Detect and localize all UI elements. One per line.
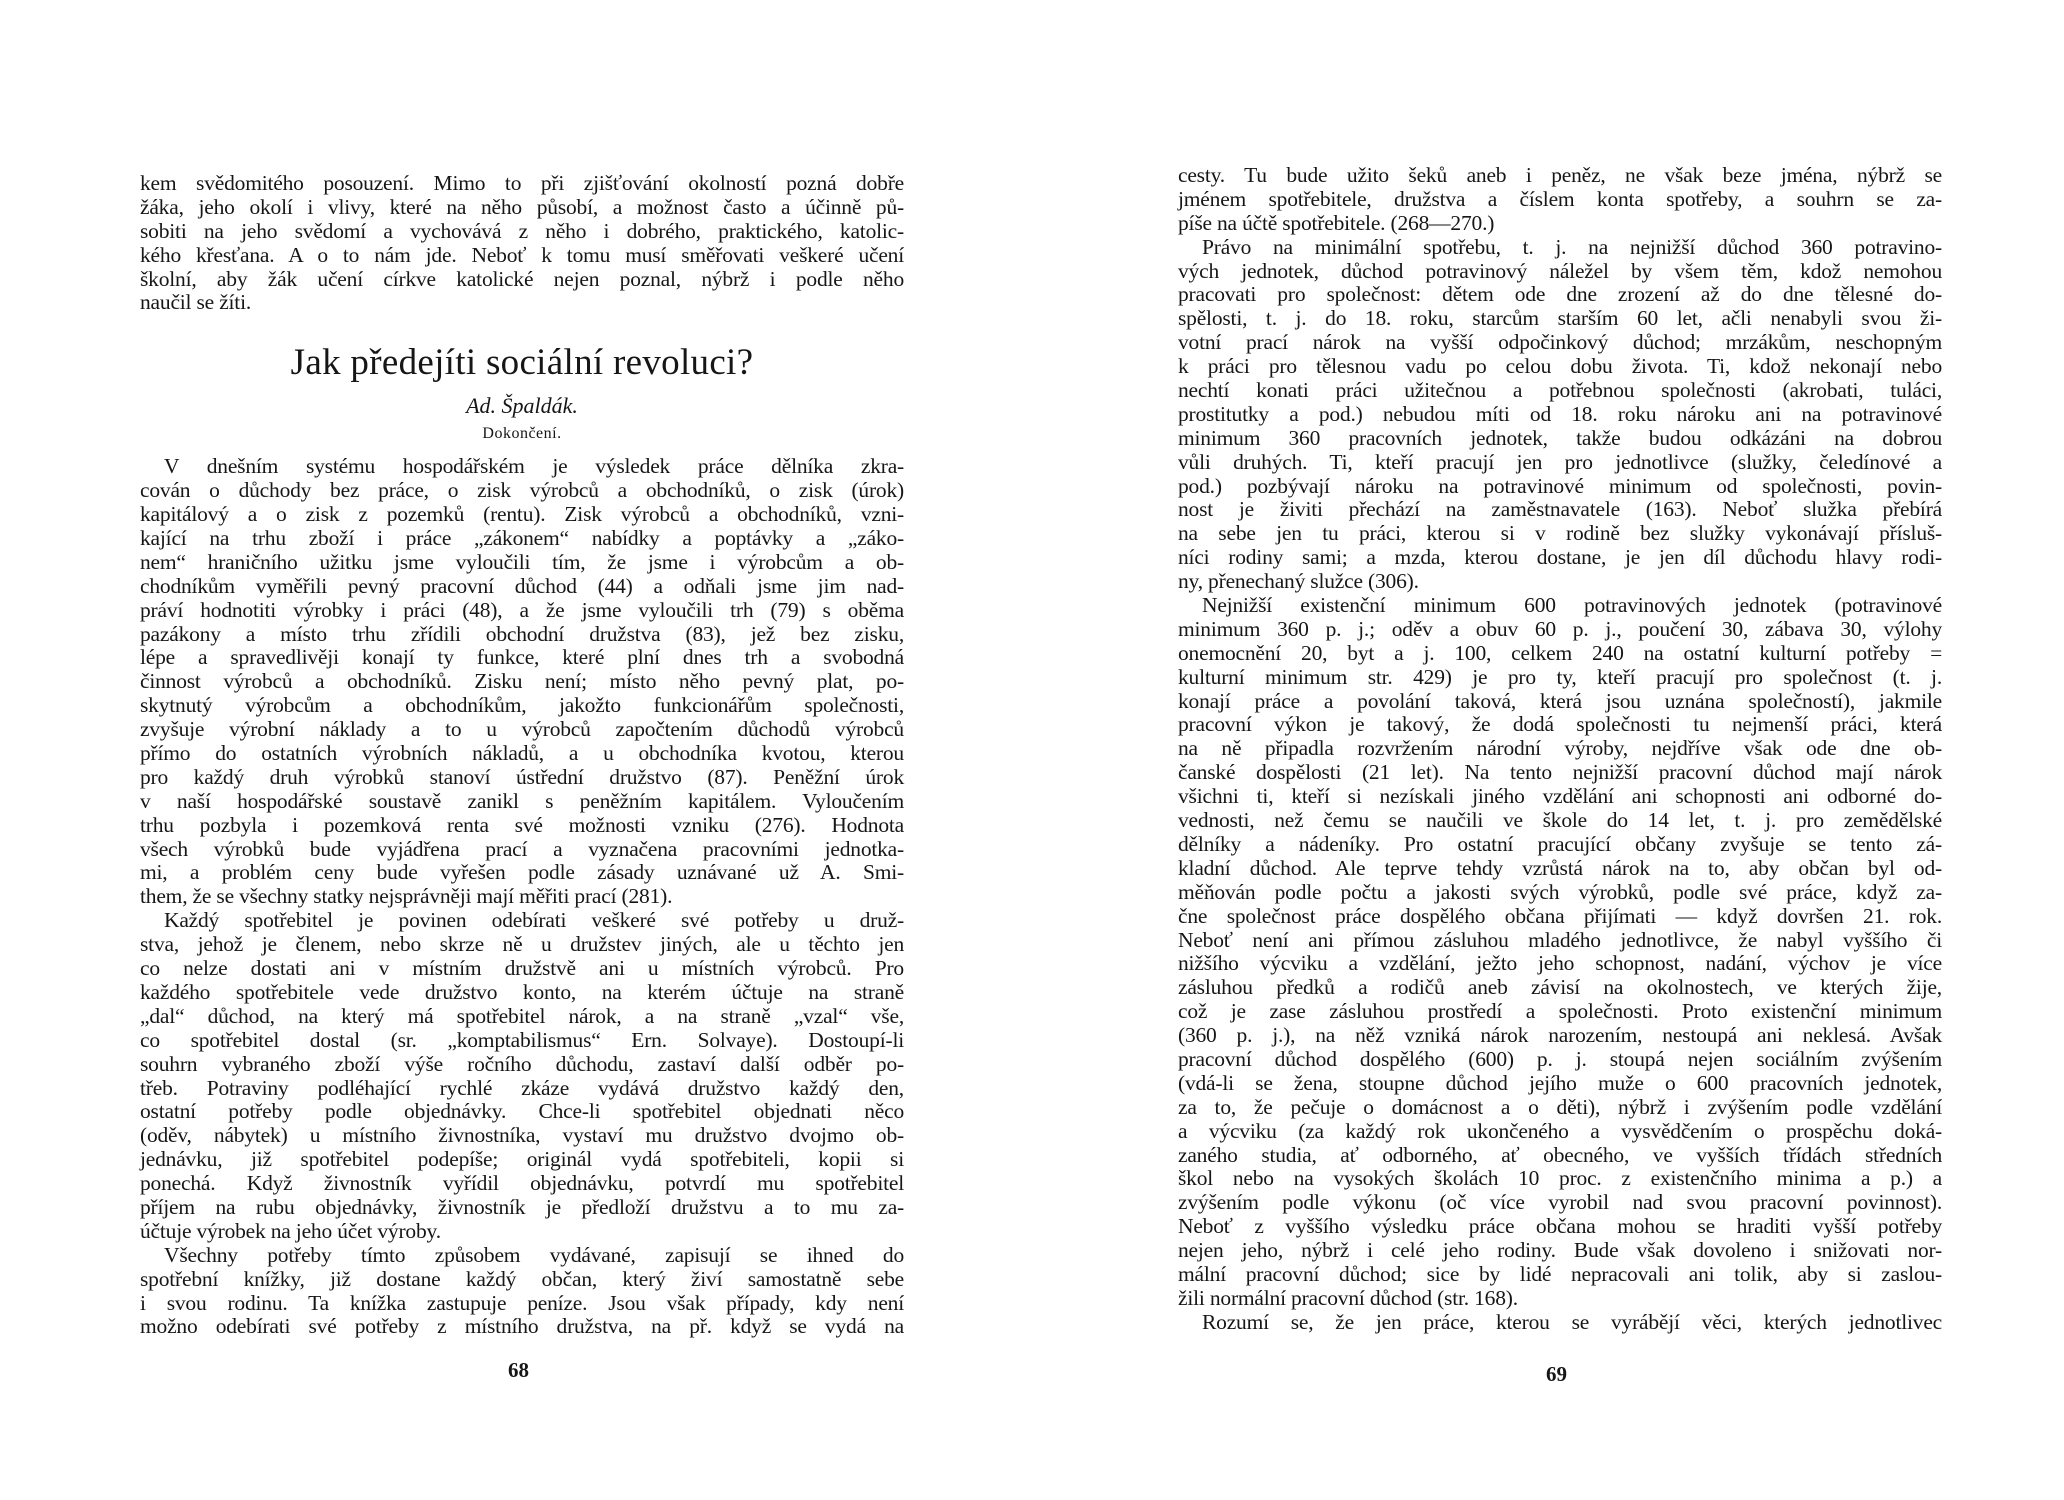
text-line: nejen jeho, nýbrž i celé jeho rodiny. Bude však dovoleno i snižovati nor-	[1178, 1238, 1942, 1263]
text-line: (360 p. j.), na něž vzniká nárok narozením, nestoupá ani neklesá. Avšak	[1178, 1023, 1942, 1048]
paragraph	[140, 1244, 904, 1340]
paragraph	[1178, 594, 1942, 1311]
text-line: Neboť z vyššího výsledku práce občana mohou se hraditi vyšší potřeby	[1178, 1214, 1942, 1239]
text-line: činnost výrobců a obchodníků. Zisku není; místo něho pevný plat, po-	[140, 669, 904, 694]
text-line: cován o důchody bez práce, o zisk výrobců a obchodníků, o zisk (úrok)	[140, 478, 904, 503]
continued-label: Dokončení.	[482, 425, 562, 443]
text-line: dělníky a nádeníky. Pro ostatní pracující občany zvyšuje se tento zá-	[1178, 831, 1942, 856]
text-line: všichni ti, kteří si nezískali jiného vzdělání ani schopnosti ani odborné do-	[1178, 784, 1942, 809]
text-line: nechtí konati práci užitečnou a potřebnou společnosti (akrobati, tuláci,	[1178, 378, 1942, 403]
paragraph	[140, 909, 904, 1243]
text-line: vůli druhých. Ti, kteří pracují jen pro jednotlivce (služky, čeledínové a	[1178, 449, 1942, 474]
article-body	[140, 455, 904, 1339]
text-line: přímo do ostatních výrobních nákladů, a u obchodníka kvotou, kterou	[140, 741, 904, 766]
text-line: chodníkům vyměřili pevný pracovní důchod (44) a odňali jsme jim nad-	[140, 573, 904, 598]
text-line: v naší hospodářské soustavě zanikl s peněžním kapitálem. Vyloučením	[140, 788, 904, 813]
text-line: sobiti na jeho svědomí a vychovává z něho i dobrého, praktického, katolic-	[140, 218, 904, 243]
text-line: souhrn vybraného zboží výše ročního důchodu, zastaví další odběr po-	[140, 1051, 904, 1076]
article-body	[1178, 164, 1942, 1335]
text-line: skytnutý výrobcům a obchodníkům, jakožto funkcionářům společnosti,	[140, 693, 904, 718]
text-line: zásluhou předků a rodičů aneb závisí na okolnostech, ve kterých žije,	[1178, 975, 1942, 1000]
text-line: všech výrobků bude vyjádřena prací a vyznačena pracovními jednotka-	[140, 836, 904, 861]
text-line: vých jednotek, důchod potravinový náležel by všem těm, kdož nemohou	[1178, 258, 1942, 283]
text-line: možno odebírati své potřeby z místního družstva, na př. když se vydá na	[140, 1314, 904, 1339]
text-line: ny, přenechaný služce (306).	[1178, 569, 1419, 594]
text-line: zvyšuje výrobní náklady a to u výrobců započtením důchodů výrobců	[140, 717, 904, 742]
text-line: pracovní výkon je takový, že dodá společnosti tu nejmenší práci, která	[1178, 712, 1942, 737]
text-line: Všechny potřeby tímto způsobem vydávané, zapisují se ihned do	[164, 1242, 904, 1267]
text-line: příjem na rubu objednávky, živnostník je předloží družstvu a to mu za-	[140, 1194, 904, 1219]
text-line: pod.) pozbývají nároku na potravinové minimum od společnosti, povin-	[1178, 473, 1942, 498]
text-line: spělosti, t. j. do 18. roku, starcům starším 60 let, ačli nenabyli svou ži-	[1178, 306, 1942, 331]
text-line: V dnešním systému hospodářském je výsledek práce dělníka zkra-	[164, 454, 904, 479]
left-page	[140, 172, 904, 1339]
text-line: spotřební knížky, již dostane každý občan, který živí samostatně sebe	[140, 1266, 904, 1291]
text-line: na sebe jen tu práci, kterou si v rodině bez služky vykonávají přísluš-	[1178, 521, 1942, 546]
article-author: Ad. Špaldák.	[466, 393, 578, 419]
text-line: nost je živiti přechází na zaměstnavatele (163). Neboť služka přebírá	[1178, 497, 1942, 522]
text-line: píše na účtě spotřebitele. (268—270.)	[1178, 210, 1495, 235]
text-line: níci rodiny sami; a mzda, kterou dostane, je jen díl důchodu hlavy rodi-	[1178, 545, 1942, 570]
intro-paragraph	[140, 172, 904, 315]
right-page	[1178, 164, 1942, 1335]
text-line: za to, že pečuje o domácnost a o děti), nýbrž i zvýšením podle vzdělání	[1178, 1094, 1942, 1119]
text-line: pracovní důchod dospělého (600) p. j. stoupá nejen sociálním zvýšením	[1178, 1046, 1942, 1071]
text-line: lépe a spravedlivěji konají ty funkce, které plní dnes trh a svobodná	[140, 645, 904, 670]
text-line: (oděv, nábytek) u místního živnostníka, vystaví mu družstvo dvojmo ob-	[140, 1123, 904, 1148]
text-line: jednávku, již spotřebitel podepíše; originál vydá spotřebiteli, kopii si	[140, 1147, 904, 1172]
text-line: což je zase zásluhou prostředí a společnosti. Proto existenční minimum	[1178, 999, 1942, 1024]
text-line: měňován podle počtu a jakosti svých výrobků, podle své práce, když za-	[1178, 879, 1942, 904]
text-line: Každý spotřebitel je povinen odebírati veškeré své potřeby u druž-	[164, 908, 904, 933]
text-line: pro každý druh výrobků stanoví ústřední družstvo (87). Peněžní úrok	[140, 764, 904, 789]
text-line: a výcviku (za každý rok ukončeného a vysvědčením o prospěchu doká-	[1178, 1118, 1942, 1143]
text-line: třeb. Potraviny podléhající rychlé zkáze vydává družstvo každý den,	[140, 1075, 904, 1100]
text-line: jménem spotřebitele, družstva a číslem konta spotřeby, a souhrn se za-	[1178, 186, 1942, 211]
paragraph	[140, 455, 904, 909]
paragraph	[140, 172, 904, 315]
paragraph	[1178, 236, 1942, 594]
text-line: Neboť není ani přímou zásluhou mladého jednotlivce, že nabyl vyššího či	[1178, 927, 1942, 952]
text-line: žili normální pracovní důchod (str. 168).	[1178, 1285, 1518, 1310]
text-line: čne společnost práce dospělého občana přijímati — když dovršen 21. rok.	[1178, 903, 1942, 928]
text-line: co spotřebitel dostal (sr. „komptabilismus“ Ern. Solvaye). Dostoupí-li	[140, 1027, 904, 1052]
text-line: trhu pozbyla i pozemková renta své možnosti vzniku (276). Hodnota	[140, 812, 904, 837]
text-line: them, že se všechny statky nejsprávněji mají měřiti prací (281).	[140, 884, 673, 909]
text-line: kulturní minimum str. 429) je pro ty, kteří pracují pro společnost (t. j.	[1178, 664, 1942, 689]
text-line: nem“ hraničního užitku jsme vyloučili tím, že jsme i výrobcům a ob-	[140, 549, 904, 574]
text-line: stva, jehož je členem, nebo skrze ně u družstev jiných, ale u těchto jen	[140, 932, 904, 957]
text-line: pracovati pro společnost: dětem ode dne zrození až do dne tělesné do-	[1178, 282, 1942, 307]
text-line: co nelze dostati ani v místním družstvě ani u místních výrobců. Pro	[140, 956, 904, 981]
text-line: kapitálový a o zisk z pozemků (rentu). Zisk výrobců a obchodníků, vzni-	[140, 502, 904, 527]
text-line: zaného studia, ať odborného, ať obecného, ve vyšších třídách středních	[1178, 1142, 1942, 1167]
text-line: ostatní potřeby podle objednávky. Chce-li spotřebitel objednati něco	[140, 1099, 904, 1124]
text-line: zvýšením podle výkonu (oč více vyrobil nad svou pracovní povinnost).	[1178, 1190, 1942, 1215]
text-line: vednosti, než čemu se naučili ve škole do 14 let, t. j. pro zemědělské	[1178, 808, 1942, 833]
text-line: k práci pro tělesnou vadu po celou dobu života. Ti, kdož nekonají nebo	[1178, 354, 1942, 379]
page-number-right: 69	[1546, 1362, 1567, 1386]
text-line: mi, a problém ceny bude vyřešen podle zásady uznávané už A. Smi-	[140, 860, 904, 885]
text-line: nižšího výcviku a vzdělání, ježto jeho schopnost, nadání, výchov je více	[1178, 951, 1942, 976]
text-line: „dal“ důchod, na který má spotřebitel nárok, a na straně „vzal“ vše,	[140, 1003, 904, 1028]
text-line: (vdá-li se žena, stoupne důchod jejího muže o 600 pracovních jednotek,	[1178, 1070, 1942, 1095]
text-line: cesty. Tu bude užito šeků aneb i peněz, ne však beze jména, nýbrž se	[1178, 163, 1942, 187]
text-line: kého křesťana. A o to nám jde. Neboť k tomu musí směřovati veškeré učení	[140, 242, 904, 267]
text-line: konají práce a povolání taková, která jsou uznána společností), jakmile	[1178, 688, 1942, 713]
article-title: Jak předejíti sociální revoluci?	[290, 342, 754, 384]
text-line: školní, aby žák učení církve katolické nejen poznal, nýbrž i podle něho	[140, 266, 904, 291]
text-line: každého spotřebitele vede družstvo konto, na kterém účtuje na straně	[140, 979, 904, 1004]
text-line: pazákony a místo trhu zřídili obchodní družstva (83), jež bez zisku,	[140, 621, 904, 646]
text-line: na ně připadla rozvržením národní výroby, nejdříve však ode dne ob-	[1178, 736, 1942, 761]
text-line: Právo na minimální spotřebu, t. j. na nejnižší důchod 360 potravino-	[1202, 234, 1942, 259]
text-line: votní prací nárok na vyšší odpočinkový důchod; mrzákům, neschopným	[1178, 330, 1942, 355]
text-line: Rozumí se, že jen práce, kterou se vyrábějí věci, kterých jednotlivec	[1202, 1309, 1942, 1334]
text-line: minimum 360 p. j.; oděv a obuv 60 p. j., poučení 30, zábava 30, výlohy	[1178, 616, 1942, 641]
text-line: práví hodnotiti výrobky i práci (48), a že jsme vyloučili trh (79) s oběma	[140, 597, 904, 622]
page-number-left: 68	[508, 1358, 529, 1382]
text-line: naučil se žíti.	[140, 290, 252, 315]
text-line: kladní důchod. Ale teprve tehdy vzrůstá nárok na to, aby občan byl od-	[1178, 855, 1942, 880]
text-line: škol nebo na vysokých školách 10 proc. z existenčního minima a p.) a	[1178, 1166, 1942, 1191]
text-line: kem svědomitého posouzení. Mimo to při zjišťování okolností pozná dobře	[140, 171, 904, 195]
text-line: kající na trhu zboží i práce „zákonem“ nabídky a poptávky a „záko-	[140, 526, 904, 551]
text-line: i svou rodinu. Ta knížka zastupuje peníze. Jsou však případy, kdy není	[140, 1290, 904, 1315]
paragraph	[1178, 1311, 1942, 1335]
text-line: prostitutky a pod.) nebudou míti od 18. roku nároku ani na potravinové	[1178, 401, 1942, 426]
text-line: mální pracovní důchod; sice by lidé nepracovali ani tolik, aby si zaslou-	[1178, 1261, 1942, 1286]
paragraph	[1178, 164, 1942, 236]
text-line: minimum 360 pracovních jednotek, takže budou odkázáni na dobrou	[1178, 425, 1942, 450]
text-line: ponechá. Když živnostník vyřídil objednávku, potvrdí mu spotřebitel	[140, 1171, 904, 1196]
text-line: onemocnění 20, byt a j. 100, celkem 240 na ostatní kulturní potřeby =	[1178, 640, 1942, 665]
text-line: Nejnižší existenční minimum 600 potravinových jednotek (potravinové	[1202, 593, 1942, 618]
text-line: účtuje výrobek na jeho účet výroby.	[140, 1218, 441, 1243]
text-line: žáka, jeho okolí i vlivy, které na něho působí, a možnost často a účinně pů-	[140, 194, 904, 219]
text-line: čanské dospělosti (21 let). Na tento nejnižší pracovní důchod mají nárok	[1178, 760, 1942, 785]
